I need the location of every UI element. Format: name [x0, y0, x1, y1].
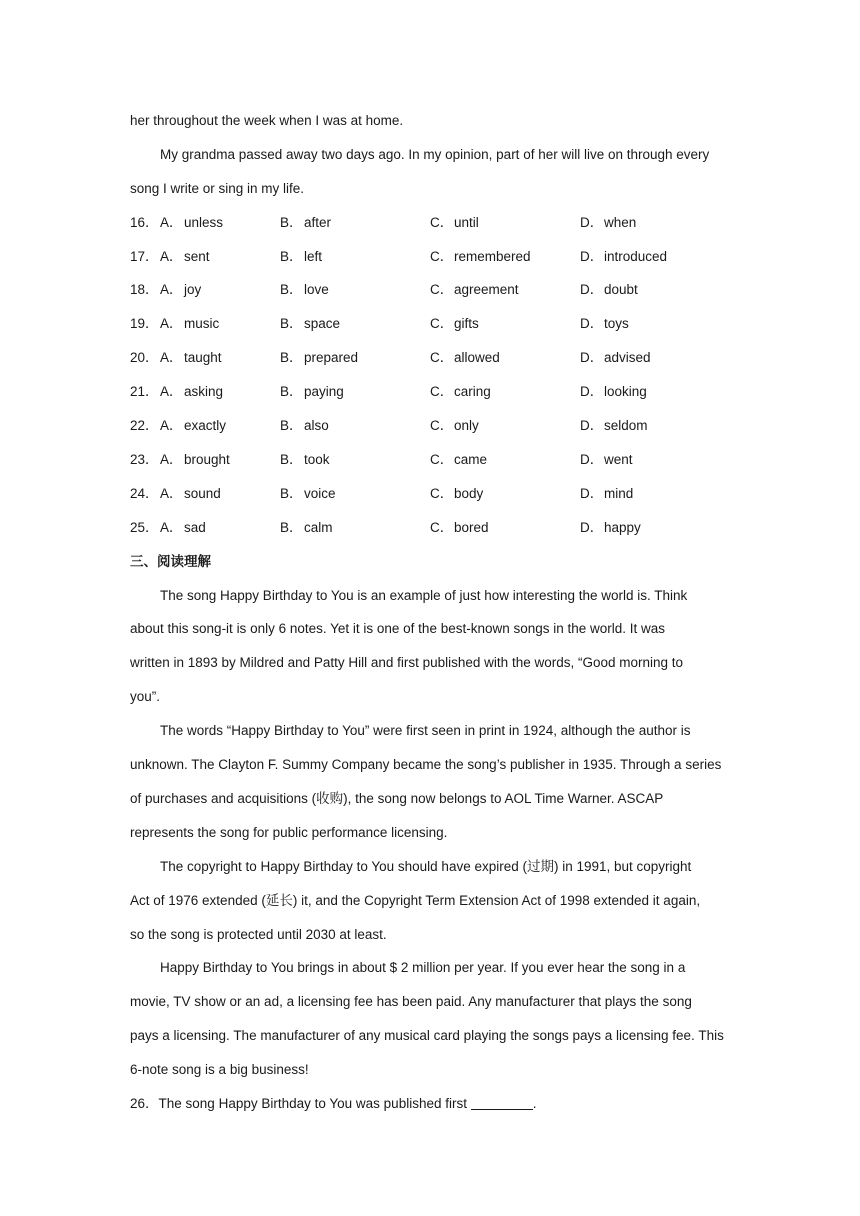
option-letter: B． — [280, 316, 303, 332]
option-text: asking — [184, 384, 224, 400]
option-letter: A． — [160, 248, 183, 264]
question-row — [130, 341, 730, 375]
option-text: when — [604, 214, 637, 230]
option-text: doubt — [604, 282, 638, 298]
passage-line: represents the song for public performance licensing. — [130, 824, 448, 840]
option-letter: A． — [160, 316, 183, 332]
option-d[interactable] — [580, 375, 730, 409]
question-number: 16． — [130, 214, 159, 230]
question-number: 17． — [130, 248, 159, 264]
passage-line: unknown. The Clayton F. Summy Company became the song’s publisher in 1935. Through a series — [130, 757, 722, 773]
option-c[interactable] — [430, 443, 580, 477]
option-c[interactable] — [430, 375, 580, 409]
option-text: looking — [604, 384, 647, 400]
option-a[interactable] — [160, 273, 280, 307]
option-letter: B． — [280, 451, 303, 467]
intro-line-3: song I write or sing in my life. — [130, 180, 305, 196]
option-b[interactable] — [280, 341, 430, 375]
option-d[interactable] — [580, 240, 730, 274]
option-b[interactable] — [280, 273, 430, 307]
option-a[interactable] — [160, 409, 280, 443]
option-text: body — [454, 485, 484, 501]
passage-line: written in 1893 by Mildred and Patty Hill and first published with the words, “Good morning to — [130, 655, 684, 671]
option-letter: C． — [430, 248, 454, 264]
option-letter: A． — [160, 485, 183, 501]
option-letter: C． — [430, 451, 454, 467]
option-text: music — [184, 316, 220, 332]
option-c[interactable] — [430, 477, 580, 511]
question-list — [130, 206, 730, 545]
passage-line: Happy Birthday to You brings in about $ 2 million per year. If you ever hear the song in a — [160, 960, 686, 976]
option-a[interactable] — [160, 443, 280, 477]
option-text: caring — [454, 384, 491, 400]
option-text: advised — [604, 350, 651, 366]
option-d[interactable] — [580, 443, 730, 477]
option-text: only — [454, 418, 479, 434]
option-text: agreement — [454, 282, 519, 298]
question-row — [130, 240, 730, 274]
question-number: 21． — [130, 384, 159, 400]
option-d[interactable] — [580, 341, 730, 375]
option-text: bored — [454, 519, 489, 535]
option-text: joy — [184, 282, 202, 298]
option-c[interactable] — [430, 511, 580, 545]
option-b[interactable] — [280, 477, 430, 511]
option-text: gifts — [454, 316, 479, 332]
question-number: 20． — [130, 350, 159, 366]
option-b[interactable] — [280, 240, 430, 274]
passage-line: you”. — [130, 689, 161, 705]
option-a[interactable] — [160, 511, 280, 545]
option-text: introduced — [604, 248, 668, 264]
question-row — [130, 477, 730, 511]
question-row — [130, 273, 730, 307]
option-text: left — [304, 248, 323, 264]
option-letter: C． — [430, 214, 454, 230]
option-text: sound — [184, 485, 221, 501]
option-text: allowed — [454, 350, 500, 366]
option-d[interactable] — [580, 206, 730, 240]
option-b[interactable] — [280, 375, 430, 409]
question-number: 25． — [130, 519, 159, 535]
option-d[interactable] — [580, 511, 730, 545]
question-number: 24． — [130, 485, 159, 501]
intro-line-1: her throughout the week when I was at home. — [130, 113, 404, 128]
option-text: took — [304, 451, 330, 467]
passage-line: about this song-it is only 6 notes. Yet it is one of the best-known songs in the world. It was — [130, 621, 666, 637]
option-letter: D． — [580, 418, 604, 434]
option-letter: D． — [580, 248, 604, 264]
option-b[interactable] — [280, 409, 430, 443]
option-letter: D． — [580, 485, 604, 501]
intro-line-2: My grandma passed away two days ago. In my opinion, part of her will live on through every — [160, 146, 710, 162]
document-page — [130, 104, 730, 1121]
option-d[interactable] — [580, 409, 730, 443]
option-text: exactly — [184, 418, 227, 434]
option-letter: B． — [280, 418, 303, 434]
question-26-end: . — [532, 1096, 537, 1112]
option-letter: B． — [280, 214, 303, 230]
question-number: 18． — [130, 282, 159, 298]
option-text: paying — [304, 384, 344, 400]
passage-line: Act of 1976 extended (延长) it, and the Copyright Term Extension Act of 1998 extended it again, — [130, 892, 701, 908]
option-c[interactable] — [430, 409, 580, 443]
option-text: remembered — [454, 248, 531, 264]
passage-line: The copyright to Happy Birthday to You should have expired (过期) in 1991, but copyright — [160, 858, 692, 874]
passage-line: pays a licensing. The manufacturer of any musical card playing the songs pays a licensing fee. This — [130, 1028, 724, 1044]
question-row — [130, 375, 730, 409]
option-text: voice — [304, 485, 336, 501]
question-26-number: 26． — [130, 1096, 159, 1112]
option-a[interactable] — [160, 375, 280, 409]
passage-line: so the song is protected until 2030 at least. — [130, 926, 387, 942]
option-text: happy — [604, 519, 641, 535]
option-text: space — [304, 316, 341, 332]
question-row — [130, 307, 730, 341]
option-c[interactable] — [430, 307, 580, 341]
option-c[interactable] — [430, 206, 580, 240]
option-text: toys — [604, 316, 629, 332]
option-letter: C． — [430, 350, 454, 366]
question-26 — [130, 1087, 730, 1121]
passage-line: of purchases and acquisitions (收购), the song now belongs to AOL Time Warner. ASCAP — [130, 790, 664, 806]
option-letter: C． — [430, 485, 454, 501]
option-letter: B． — [280, 248, 303, 264]
option-letter: C． — [430, 519, 454, 535]
question-row — [130, 511, 730, 545]
section-title: 三、阅读理解 — [130, 553, 211, 569]
question-number: 22． — [130, 418, 159, 434]
question-row — [130, 206, 730, 240]
option-letter: D． — [580, 451, 604, 467]
option-b[interactable] — [280, 307, 430, 341]
option-b[interactable] — [280, 206, 430, 240]
option-letter: A． — [160, 214, 183, 230]
option-b[interactable] — [280, 511, 430, 545]
option-letter: D． — [580, 519, 604, 535]
option-letter: C． — [430, 282, 454, 298]
question-row — [130, 443, 730, 477]
passage-paragraph-4 — [130, 951, 730, 1087]
option-letter: B． — [280, 282, 303, 298]
option-b[interactable] — [280, 443, 430, 477]
option-text: calm — [304, 519, 333, 535]
option-text: also — [304, 418, 329, 434]
passage — [130, 579, 730, 1088]
option-text: brought — [184, 451, 230, 467]
option-text: taught — [184, 350, 222, 366]
option-letter: A． — [160, 418, 183, 434]
option-a[interactable] — [160, 307, 280, 341]
option-text: mind — [604, 485, 634, 501]
option-c[interactable] — [430, 273, 580, 307]
answer-blank[interactable] — [471, 1095, 533, 1110]
option-letter: A． — [160, 384, 183, 400]
question-number: 23． — [130, 451, 159, 467]
option-a[interactable] — [160, 240, 280, 274]
option-letter: C． — [430, 418, 454, 434]
option-a[interactable] — [160, 206, 280, 240]
option-c[interactable] — [430, 341, 580, 375]
option-a[interactable] — [160, 341, 280, 375]
option-letter: D． — [580, 384, 604, 400]
passage-line: The song Happy Birthday to You is an example of just how interesting the world is. Think — [160, 587, 688, 603]
option-text: went — [604, 451, 633, 467]
passage-line: 6-note song is a big business! — [130, 1062, 309, 1078]
option-letter: D． — [580, 214, 604, 230]
option-letter: B． — [280, 350, 303, 366]
option-text: until — [454, 214, 479, 230]
option-text: unless — [184, 214, 224, 230]
option-letter: D． — [580, 350, 604, 366]
option-d[interactable] — [580, 273, 730, 307]
option-letter: D． — [580, 316, 604, 332]
passage-paragraph-3 — [130, 850, 730, 952]
option-text: sad — [184, 519, 206, 535]
option-c[interactable] — [430, 240, 580, 274]
option-letter: D． — [580, 282, 604, 298]
option-text: seldom — [604, 418, 648, 434]
option-text: love — [304, 282, 329, 298]
option-letter: C． — [430, 316, 454, 332]
option-d[interactable] — [580, 477, 730, 511]
option-letter: A． — [160, 519, 183, 535]
option-a[interactable] — [160, 477, 280, 511]
option-text: came — [454, 451, 488, 467]
option-letter: B． — [280, 519, 303, 535]
passage-line: The words “Happy Birthday to You” were first seen in print in 1924, although the author is — [160, 723, 691, 739]
passage-line: movie, TV show or an ad, a licensing fee has been paid. Any manufacturer that plays the song — [130, 994, 692, 1010]
question-row — [130, 409, 730, 443]
passage-paragraph-2 — [130, 714, 730, 850]
passage-paragraph-1 — [130, 579, 730, 715]
option-letter: B． — [280, 485, 303, 501]
option-letter: C． — [430, 384, 454, 400]
question-number: 19． — [130, 316, 159, 332]
option-letter: A． — [160, 282, 183, 298]
option-text: prepared — [304, 350, 359, 366]
option-d[interactable] — [580, 307, 730, 341]
option-text: after — [304, 214, 332, 230]
option-letter: A． — [160, 350, 183, 366]
option-letter: A． — [160, 451, 183, 467]
option-letter: B． — [280, 384, 303, 400]
question-26-text: The song Happy Birthday to You was published first — [158, 1096, 467, 1112]
option-text: sent — [184, 248, 210, 264]
